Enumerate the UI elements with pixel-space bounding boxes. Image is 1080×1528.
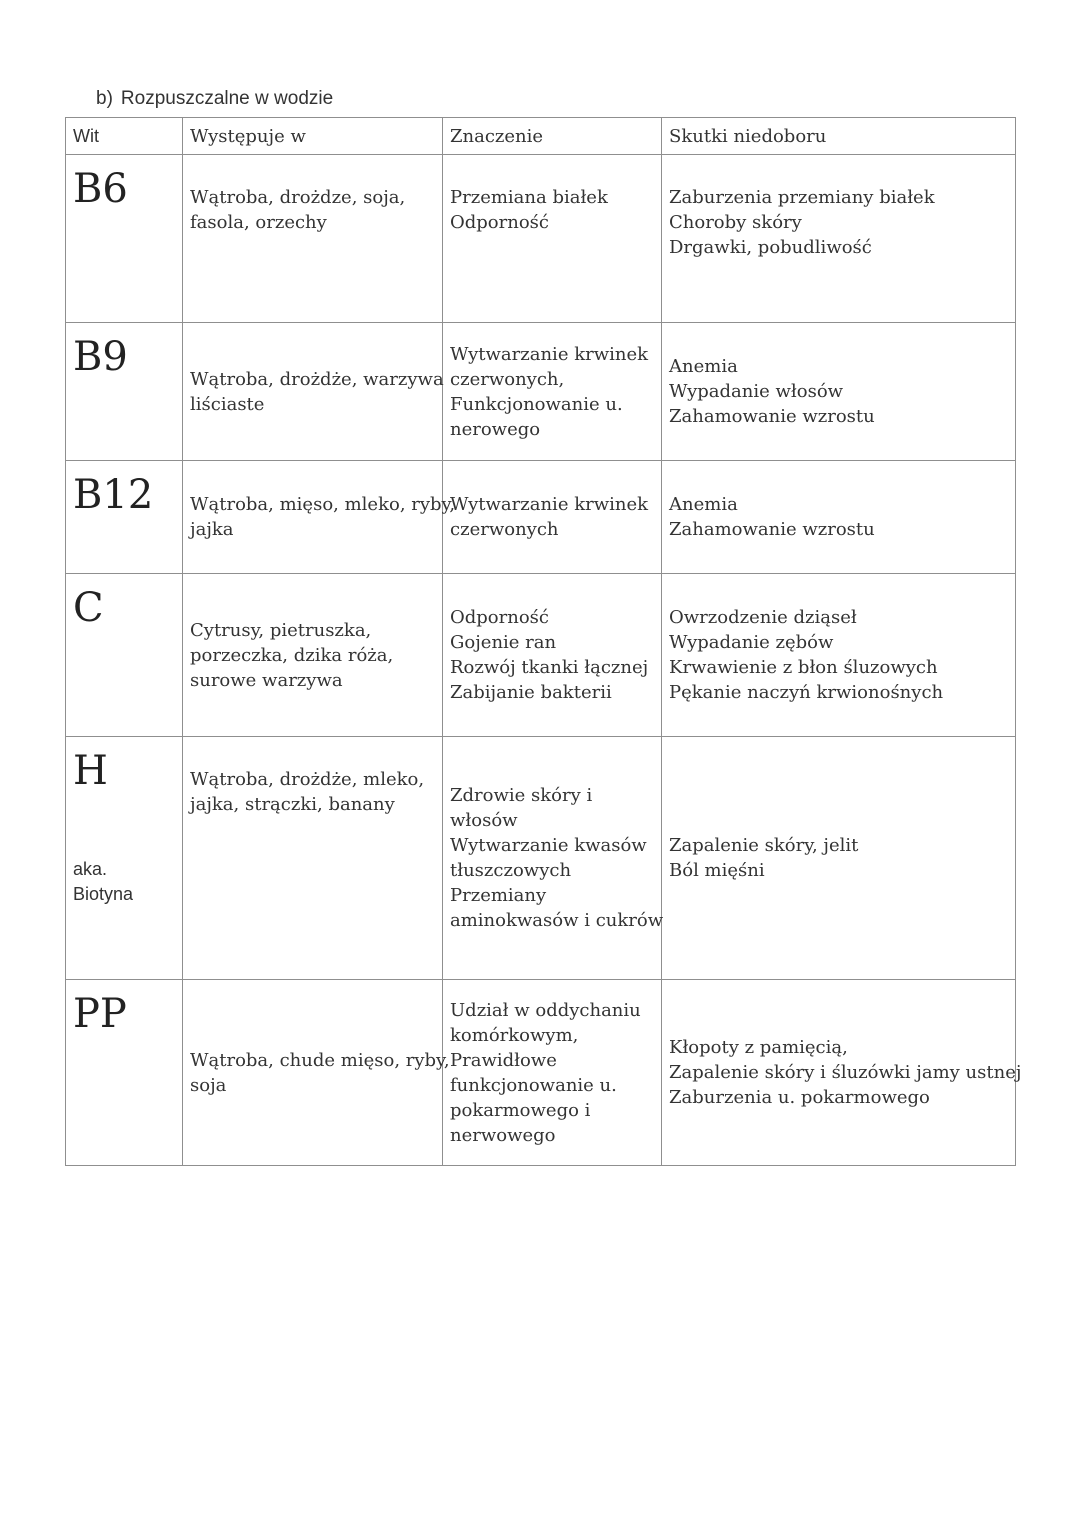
significance-line: nerwowego — [450, 1124, 556, 1146]
deficiency-cell — [662, 737, 1016, 980]
deficiency-line: Zapalenie skóry, jelit — [669, 835, 859, 856]
vitamin-name: H — [73, 748, 108, 794]
sources-cell — [183, 461, 456, 574]
sources-line: Wątroba, mięso, mleko, ryby, — [190, 494, 456, 515]
vitamin-cell — [66, 155, 183, 323]
vitamin-alias — [73, 857, 175, 907]
deficiency-line: Zahamowanie wzrostu — [669, 406, 875, 427]
sources-cell — [183, 155, 443, 323]
header-vitamin: Wit — [66, 118, 183, 155]
significance-line: Funkcjonowanie u. — [450, 393, 623, 415]
significance-line: Zdrowie skóry i — [450, 785, 593, 806]
significance-cell — [443, 574, 662, 737]
table-row-b12 — [66, 461, 1016, 574]
table-row-b6 — [66, 155, 1016, 323]
deficiency-cell — [662, 461, 1016, 574]
significance-line: Odporność — [450, 212, 549, 233]
deficiency-line: Wypadanie zębów — [669, 632, 834, 653]
vitamin-name: B12 — [73, 472, 154, 518]
vitamin-cell — [66, 574, 183, 737]
significance-line: Odporność — [450, 607, 549, 628]
vitamin-name: C — [73, 585, 104, 631]
deficiency-line: Kłopoty z pamięcią, — [669, 1037, 848, 1058]
section-title: Rozpuszczalne w wodzie — [120, 88, 334, 109]
significance-line: włosów — [450, 810, 518, 831]
header-deficiency: Skutki niedoboru — [662, 118, 1016, 155]
section-heading — [96, 88, 333, 110]
significance-line: komórkowym, — [450, 1024, 579, 1046]
table-header-row — [66, 118, 1016, 155]
significance-line: Prawidłowe — [450, 1049, 557, 1071]
alias-line: aka. — [73, 859, 108, 879]
deficiency-line: Ból mięśni — [669, 860, 765, 881]
vitamin-table — [65, 117, 1022, 1166]
deficiency-cell — [662, 323, 1016, 461]
alias-line: Biotyna — [73, 884, 134, 904]
deficiency-line: Pękanie naczyń krwionośnych — [669, 682, 944, 703]
header-sources: Występuje w — [183, 118, 443, 155]
deficiency-cell — [662, 980, 1022, 1166]
significance-line: czerwonych — [450, 519, 559, 540]
deficiency-line: Choroby skóry — [669, 212, 802, 233]
table-row-pp — [66, 980, 1016, 1166]
sources-line: jajka — [190, 519, 234, 540]
significance-line: Wytwarzanie krwinek — [450, 343, 649, 365]
sources-line: liściaste — [190, 393, 265, 415]
deficiency-line: Wypadanie włosów — [669, 381, 844, 402]
sources-line: jajka, strączki, banany — [190, 794, 395, 815]
sources-line: soja — [190, 1074, 227, 1096]
significance-cell — [443, 155, 662, 323]
sources-line: surowe warzywa — [190, 669, 343, 691]
significance-line: czerwonych, — [450, 368, 565, 390]
sources-cell — [183, 737, 443, 980]
deficiency-line: Drgawki, pobudliwość — [669, 237, 872, 258]
vitamin-name: B9 — [73, 334, 128, 380]
deficiency-line: Anemia — [669, 494, 738, 515]
vitamin-name: B6 — [73, 166, 128, 212]
deficiency-cell — [662, 574, 1016, 737]
significance-line: tłuszczowych — [450, 860, 572, 881]
deficiency-line: Zahamowanie wzrostu — [669, 519, 875, 540]
table-row-b9 — [66, 323, 1016, 461]
vitamin-name: PP — [73, 991, 127, 1037]
deficiency-line: Anemia — [669, 356, 738, 377]
significance-line: Wytwarzanie krwinek — [450, 494, 649, 515]
vitamin-cell — [66, 461, 183, 574]
significance-line: nerowego — [450, 418, 541, 440]
table-row-h — [66, 737, 1016, 980]
vitamin-cell — [66, 737, 183, 980]
vitamin-cell — [66, 980, 183, 1166]
significance-line: Zabijanie bakterii — [450, 682, 612, 703]
sources-cell — [183, 323, 443, 461]
sources-line: Wątroba, drożdże, mleko, — [190, 769, 425, 790]
significance-line: Przemiany — [450, 885, 547, 906]
deficiency-line: Owrzodzenie dziąseł — [669, 607, 857, 628]
section-prefix: b) — [96, 88, 113, 109]
significance-line: aminokwasów i cukrów — [450, 910, 664, 931]
sources-line: Cytrusy, pietruszka, — [190, 619, 372, 641]
significance-cell — [443, 980, 662, 1166]
deficiency-line: Zapalenie skóry i śluzówki jamy ustnej — [669, 1062, 1022, 1083]
sources-line: porzeczka, dzika róża, — [190, 644, 394, 666]
significance-line: Udział w oddychaniu — [450, 999, 641, 1021]
vitamin-cell — [66, 323, 183, 461]
significance-cell — [443, 323, 662, 461]
significance-line: funkcjonowanie u. — [450, 1074, 617, 1096]
sources-cell — [183, 574, 443, 737]
significance-cell — [443, 461, 662, 574]
deficiency-cell — [662, 155, 1016, 323]
deficiency-line: Zaburzenia przemiany białek — [669, 187, 935, 208]
sources-line: Wątroba, chude mięso, ryby, — [190, 1049, 450, 1071]
deficiency-line: Krwawienie z błon śluzowych — [669, 657, 938, 678]
sources-line: Wątroba, drożdże, warzywa — [190, 368, 444, 390]
significance-line: Rozwój tkanki łącznej — [450, 657, 649, 678]
significance-line: pokarmowego i — [450, 1099, 591, 1121]
sources-line: Wątroba, drożdze, soja, — [190, 187, 406, 208]
table-row-c — [66, 574, 1016, 737]
significance-cell — [443, 737, 662, 980]
significance-line: Przemiana białek — [450, 187, 608, 208]
significance-line: Gojenie ran — [450, 632, 557, 653]
deficiency-line: Zaburzenia u. pokarmowego — [669, 1087, 930, 1108]
header-significance: Znaczenie — [443, 118, 662, 155]
sources-line: fasola, orzechy — [190, 212, 327, 233]
significance-line: Wytwarzanie kwasów — [450, 835, 647, 856]
sources-cell — [183, 980, 450, 1166]
